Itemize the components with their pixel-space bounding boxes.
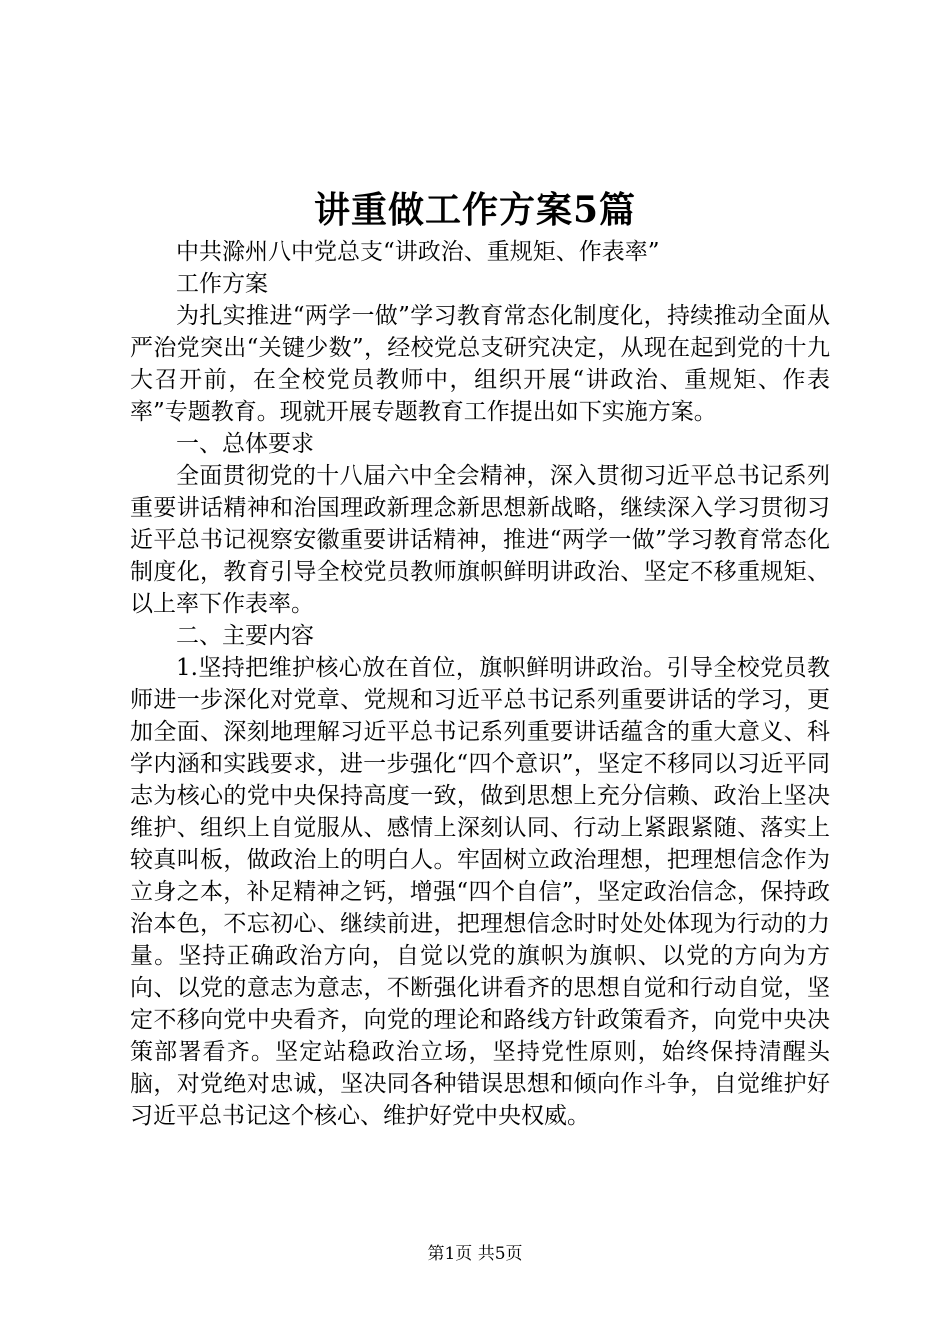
intro-paragraph: 为扎实推进“两学一做”学习教育常态化制度化，持续推动全面从严治党突出“关键少数”，经校党总支研究决定，从现在起到党的十九大召开前，在全校党员教师中，组织开展“讲政治、重规矩、作表率”专题教育。现就开展专题教育工作提出如下实施方案。 — [130, 303, 830, 425]
subtitle-line-2: 工作方案 — [176, 271, 268, 297]
section-1-paragraph: 全面贯彻党的十八届六中全会精神，深入贯彻习近平总书记系列重要讲话精神和治国理政新理念新思想新战略，继续深入学习贯彻习近平总书记视察安徽重要讲话精神，推进“两学一做”学习教育常态化制度化，教育引导全校党员教师旗帜鲜明讲政治、坚定不移重规矩、以上率下作表率。 — [130, 463, 830, 617]
subtitle-line-1: 中共滁州八中党总支“讲政治、重规矩、作表率” — [176, 239, 660, 265]
section-1-heading: 一、总体要求 — [176, 431, 314, 457]
section-2-item-1-paragraph: 1.坚持把维护核心放在首位，旗帜鲜明讲政治。引导全校党员教师进一步深化对党章、党规和习近平总书记系列重要讲话的学习，更加全面、深刻地理解习近平总书记系列重要讲话蕴含的重大意义、科学内涵和实践要求，进一步强化“四个意识”，坚定不移同以习近平同志为核心的党中央保持高度一致，做到思想上充分信赖、政治上坚决维护、组织上自觉服从、感情上深刻认同、行动上紧跟紧随、落实上较真叫板，做政治上的明白人。牢固树立政治理想，把理想信念作为立身之本，补足精神之钙，增强“四个自信”，坚定政治信念，保持政治本色，不忘初心、继续前进，把理想信念时时处处体现为行动的力量。坚持正确政治方向，自觉以党的旗帜为旗帜、以党的方向为方向、以党的意志为意志，不断强化讲看齐的思想自觉和行动自觉，坚定不移向党中央看齐，向党的理论和路线方针政策看齐，向党中央决策部署看齐。坚定站稳政治立场，坚持党性原则，始终保持清醒头脑，对党绝对忠诚，坚决同各种错误思想和倾向作斗争，自觉维护好习近平总书记这个核心、维护好党中央权威。 — [130, 655, 830, 1129]
document-title: 讲重做工作方案5篇 — [313, 189, 637, 231]
document-body — [130, 236, 830, 1132]
page-footer: 第1页 共5页 — [427, 1244, 523, 1264]
section-2-heading: 二、主要内容 — [176, 623, 314, 649]
